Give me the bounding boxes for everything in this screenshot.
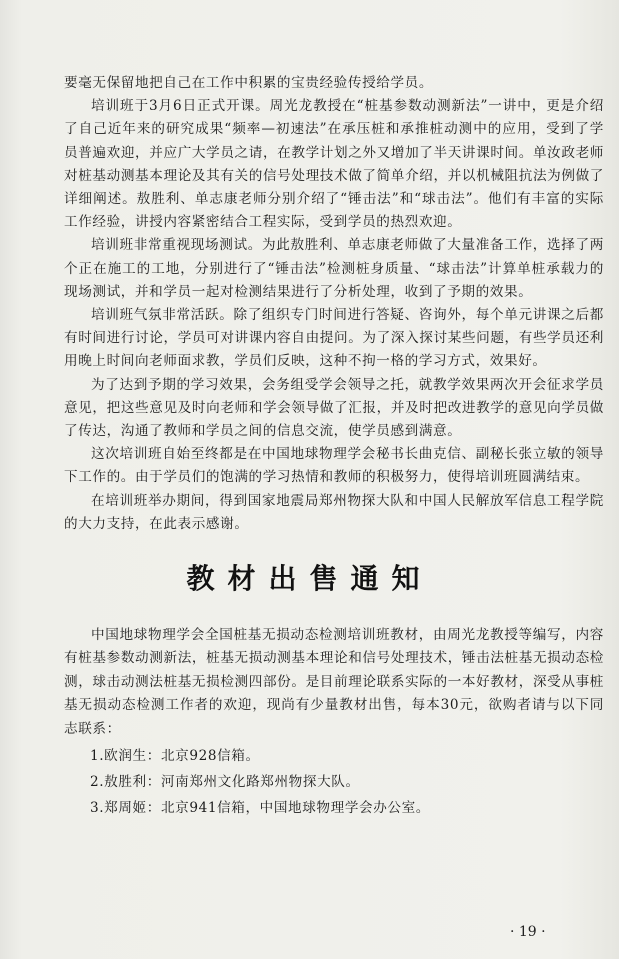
contact-item-1: 1.欧润生：北京928信箱。	[90, 748, 260, 765]
article-paragraph-3: 培训班非常重视现场测试。为此敖胜利、单志康老师做了大量准备工作，选择了两个正在施工的工地，分别进行了“锤击法”检测桩身质量、“球击法”计算单桩承载力的现场测试，并和学员一起对检测结果进行了分析处理，收到了予期的效果。	[64, 237, 604, 300]
contact-item-3: 3.郑周姬：北京941信箱，中国地球物理学会办公室。	[90, 800, 430, 817]
article-paragraph-6: 这次培训班自始至终都是在中国地球物理学会秘书长曲克信、副秘长张立敏的领导下工作的。由于学员们的饱满的学习热情和教师的积极努力，使得培训班圆满结束。	[64, 446, 604, 486]
article-paragraph-4: 培训班气氛非常活跃。除了组织专门时间进行答疑、咨询外，每个单元讲课之后都有时间进行讨论，学员可对讲课内容自由提问。为了深入探讨某些问题，有些学员还利用晚上时间向老师面求教，学员们反映，这种不拘一格的学习方式，效果好。	[64, 307, 604, 370]
article-paragraph-2: 培训班于3月6日正式开课。周光龙教授在“桩基参数动测新法”一讲中，更是介绍了自己近年来的研究成果“频率—初速法”在承压桩和承推桩动测中的应用，受到了学员普遍欢迎，并应广大学员之请，在教学计划之外又增加了半天讲课时间。单汝政老师对桩基动测基本理论及其有关的信号处理技术做了简单介绍，并以机械阻抗法为例做了详细阐述。敖胜利、单志康老师分别介绍了“锤击法”和“球击法”。他们有丰富的实际工作经验，讲授内容紧密结合工程实际，受到学员的热烈欢迎。	[64, 98, 604, 231]
article-paragraph-7: 在培训班举办期间，得到国家地震局郑州物探大队和中国人民解放军信息工程学院的大力支持，在此表示感谢。	[64, 492, 604, 532]
contact-item-2: 2.敖胜利：河南郑州文化路郑州物探大队。	[90, 774, 360, 791]
article-paragraph-5: 为了达到予期的学习效果，会务组受学会领导之托，就教学效果两次开会征求学员意见，把这些意见及时向老师和学会领导做了汇报，并及时把改进教学的意见向学员做了传达，沟通了教师和学员之间的信息交流，使学员感到满意。	[64, 376, 604, 440]
page-number: · 19 ·	[510, 924, 546, 940]
notice-title: 教材出售通知	[186, 562, 433, 595]
article-body	[64, 72, 604, 536]
article-paragraph-1: 要毫无保留地把自己在工作中积累的宝贵经验传授给学员。	[64, 75, 434, 91]
notice-section	[64, 624, 604, 821]
notice-body: 中国地球物理学会全国桩基无损动态检测培训班教材，由周光龙教授等编写，内容有桩基参数动测新法，桩基无损动测基本理论和信号处理技术，锤击法桩基无损动态检测，球击动测法桩基无损检测四部份。是目前理论联系实际的一本好教材，深受从事桩基无损动态检测工作者的欢迎，现尚有少量教材出售，每本30元，欲购者请与以下同志联系：	[64, 627, 604, 737]
contact-list	[64, 743, 604, 821]
